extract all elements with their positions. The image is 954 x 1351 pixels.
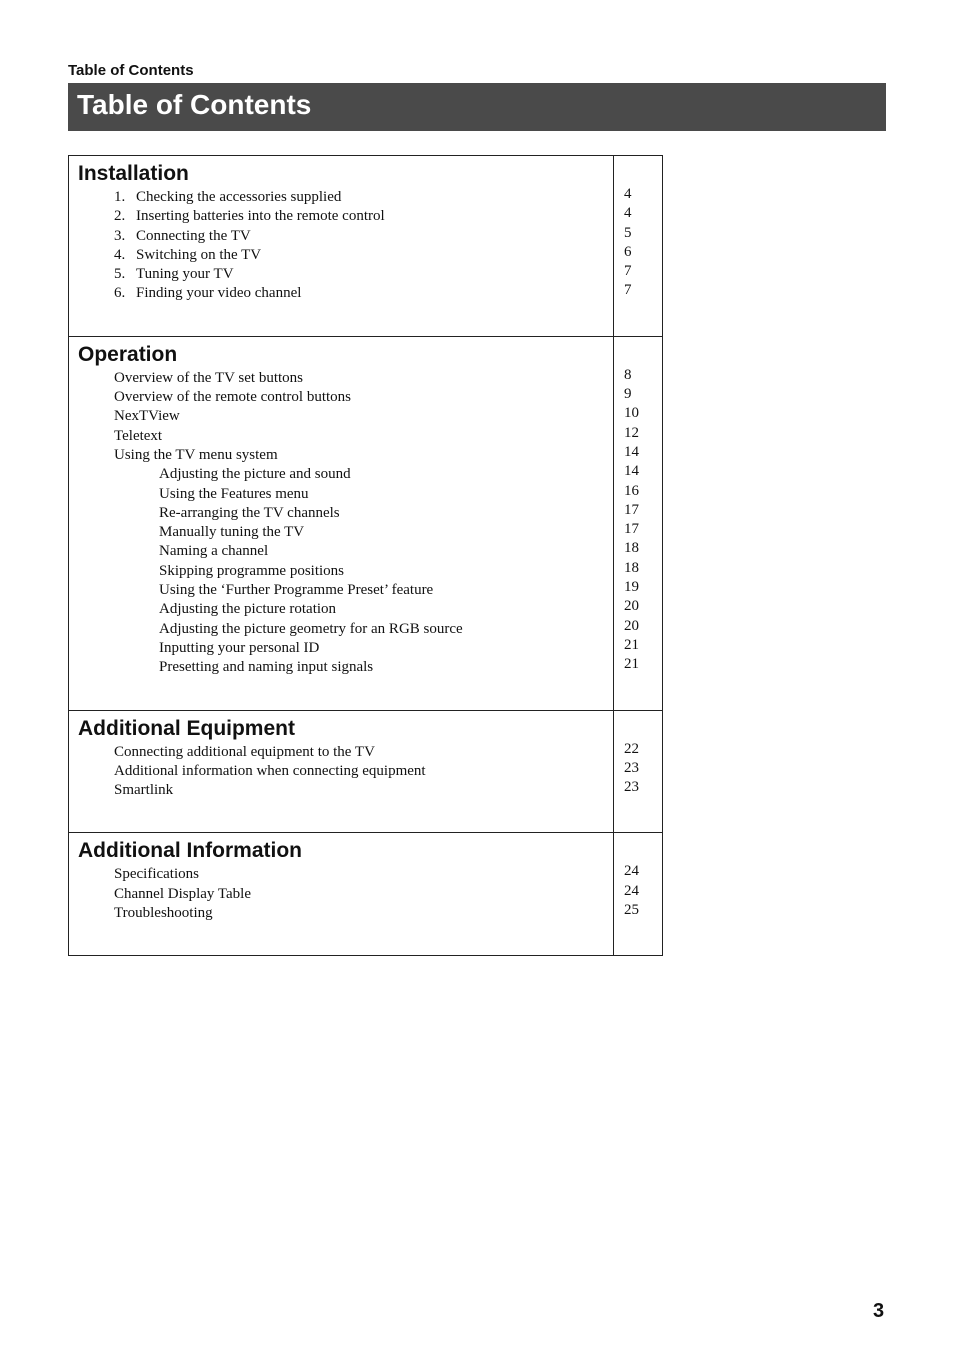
toc-entry-page: 12	[624, 424, 639, 441]
toc-entry-page: 23	[624, 759, 639, 776]
toc-entry-label: Tuning your TV	[136, 266, 234, 283]
toc-entry[interactable]	[78, 188, 613, 207]
toc-entry-page: 6	[624, 243, 632, 260]
toc-section-pages	[614, 156, 662, 336]
toc-entry-label: Adjusting the picture and sound	[159, 466, 351, 483]
toc-entry[interactable]	[78, 865, 613, 884]
toc-entry[interactable]	[78, 265, 613, 284]
toc-entry-page: 4	[624, 186, 632, 202]
toc-entry[interactable]	[78, 542, 613, 561]
toc-entry-label: Additional information when connecting equipment	[114, 762, 426, 779]
toc-entry[interactable]	[78, 369, 613, 388]
toc-entry[interactable]	[78, 465, 613, 484]
toc-entry[interactable]	[78, 600, 613, 619]
toc-entry-label: Adjusting the picture geometry for an RGB source	[159, 620, 463, 637]
toc-entry-page: 14	[624, 443, 639, 460]
toc-entry-page: 22	[624, 740, 639, 757]
toc-section	[69, 832, 662, 955]
toc-entry[interactable]	[78, 620, 613, 639]
toc-section-pages	[614, 833, 662, 955]
toc-entry-label: Adjusting the picture rotation	[159, 601, 337, 618]
toc-section-entries	[69, 337, 614, 710]
toc-entry[interactable]	[78, 658, 613, 677]
toc-section-pages	[614, 337, 662, 710]
toc-entry[interactable]	[78, 885, 613, 904]
toc-entry-label: Connecting the TV	[136, 227, 251, 244]
toc-section-pages	[614, 711, 662, 833]
toc-entry[interactable]	[78, 284, 613, 303]
toc-entry-page: 21	[624, 636, 639, 653]
toc-entry-page: 23	[624, 779, 639, 796]
toc-section-title: Additional Equipment	[78, 716, 295, 740]
toc-entry-number: 1.	[114, 189, 126, 205]
toc-entry-page: 5	[624, 224, 632, 241]
toc-entry-number: 5.	[114, 266, 126, 283]
toc-entry-page: 24	[624, 863, 639, 880]
toc-entry-page: 20	[624, 598, 639, 615]
toc-table	[68, 155, 663, 956]
toc-entry-page: 10	[624, 405, 639, 422]
toc-entry[interactable]	[78, 246, 613, 265]
toc-entry-label: Using the ‘Further Programme Preset’ feature	[159, 582, 434, 599]
toc-entry-number: 2.	[114, 208, 126, 225]
toc-entry-label: Using the TV menu system	[114, 446, 278, 463]
toc-entry[interactable]	[78, 485, 613, 504]
toc-section-entries	[69, 711, 614, 833]
toc-entry[interactable]	[78, 781, 613, 800]
toc-entry-page: 7	[624, 282, 632, 299]
toc-entry-page: 21	[624, 656, 639, 673]
toc-entry-page: 25	[624, 902, 639, 919]
toc-entry[interactable]	[78, 504, 613, 523]
toc-section-entries	[69, 156, 614, 336]
toc-entry-label: Using the Features menu	[159, 485, 309, 502]
toc-section-title: Operation	[78, 342, 178, 366]
toc-entry-label: Naming a channel	[159, 543, 269, 560]
toc-entry-page: 7	[624, 263, 632, 280]
toc-section	[69, 156, 662, 336]
toc-entry[interactable]	[78, 227, 613, 246]
toc-entry-page: 24	[624, 882, 639, 899]
toc-entry-label: NexTView	[114, 408, 180, 425]
toc-section-title: Installation	[78, 162, 189, 185]
toc-entry-page: 18	[624, 540, 639, 557]
toc-entry-label: Smartlink	[114, 782, 174, 799]
toc-entry[interactable]	[78, 904, 613, 923]
toc-entry-label: Troubleshooting	[114, 905, 213, 922]
toc-entry[interactable]	[78, 562, 613, 581]
toc-entry-page: 20	[624, 617, 639, 634]
toc-entry[interactable]	[78, 407, 613, 426]
toc-entry-page: 9	[624, 386, 632, 403]
toc-entry-label: Inserting batteries into the remote control	[136, 208, 385, 225]
toc-entry[interactable]	[78, 743, 613, 762]
toc-entry[interactable]	[78, 523, 613, 542]
toc-entry-page: 18	[624, 559, 639, 576]
toc-entry-number: 6.	[114, 285, 126, 302]
toc-entry-page: 8	[624, 366, 632, 383]
toc-entry-page: 17	[624, 501, 639, 518]
toc-entry-page: 14	[624, 463, 639, 480]
toc-entry-label: Connecting additional equipment to the TV	[114, 743, 375, 760]
toc-entry-number: 4.	[114, 246, 126, 263]
toc-entry[interactable]	[78, 427, 613, 446]
toc-entry-page: 16	[624, 482, 639, 499]
toc-section	[69, 710, 662, 833]
running-head: Table of Contents	[68, 62, 194, 79]
toc-entry-label: Teletext	[114, 427, 163, 444]
toc-entry-label: Finding your video channel	[136, 285, 302, 302]
toc-entry-number: 3.	[114, 227, 126, 244]
toc-entry[interactable]	[78, 762, 613, 781]
page-number: 3	[873, 1300, 885, 1322]
toc-entry[interactable]	[78, 207, 613, 226]
toc-entry-label: Channel Display Table	[114, 885, 251, 902]
toc-entry[interactable]	[78, 581, 613, 600]
toc-entry-label: Overview of the remote control buttons	[114, 389, 352, 406]
toc-entry-label: Checking the accessories supplied	[136, 189, 342, 205]
toc-entry-page: 19	[624, 579, 639, 596]
toc-entry-label: Switching on the TV	[136, 246, 262, 263]
toc-entry[interactable]	[78, 639, 613, 658]
toc-entry-label: Overview of the TV set buttons	[114, 369, 304, 386]
toc-section-entries	[69, 833, 614, 955]
toc-entry-label: Re-arranging the TV channels	[159, 504, 340, 521]
toc-entry-label: Specifications	[114, 866, 199, 883]
toc-entry-page: 4	[624, 205, 632, 222]
toc-entry[interactable]	[78, 388, 613, 407]
title-bar	[68, 83, 886, 131]
toc-section-title: Additional Information	[78, 839, 302, 863]
toc-entry-page: 17	[624, 521, 639, 538]
toc-entry-label: Presetting and naming input signals	[159, 659, 374, 676]
toc-entry-label: Manually tuning the TV	[159, 524, 305, 541]
page-title: Table of Contents	[77, 89, 312, 120]
toc-entry[interactable]	[78, 446, 613, 465]
toc-entry-label: Inputting your personal ID	[159, 639, 320, 656]
toc-section	[69, 336, 662, 710]
toc-entry-label: Skipping programme positions	[159, 562, 344, 579]
